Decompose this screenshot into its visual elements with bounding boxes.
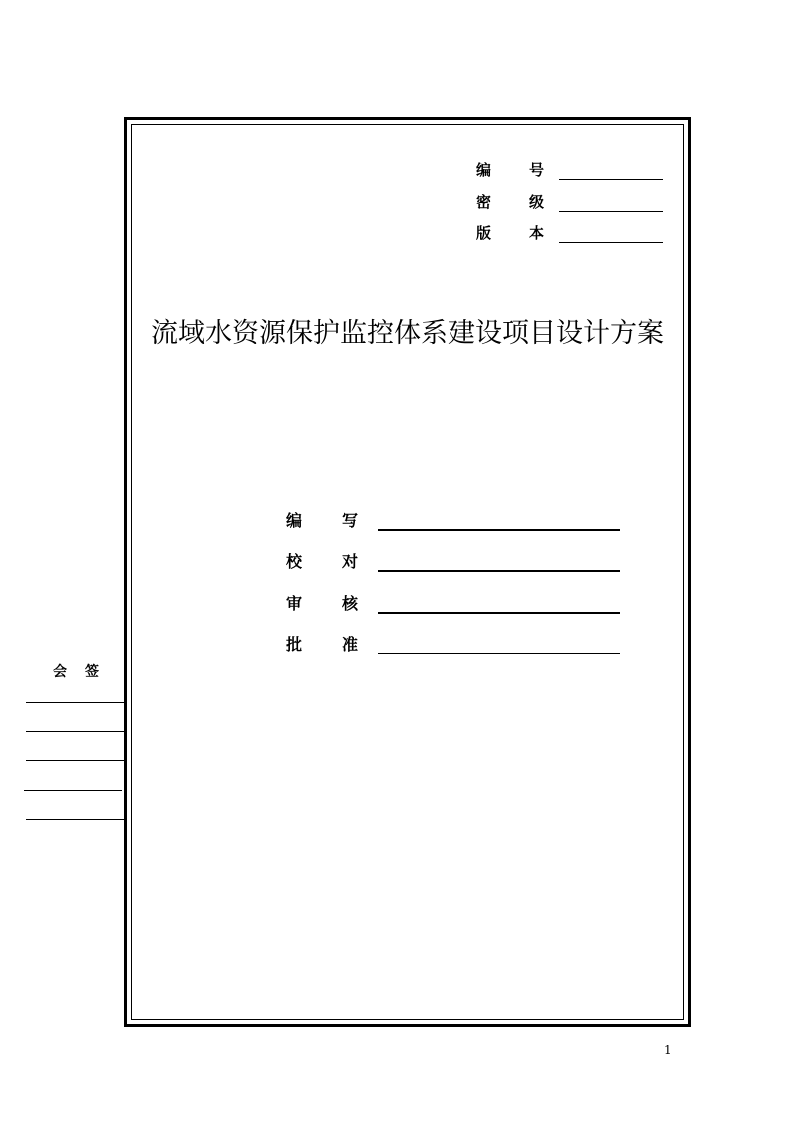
- proofreader-label: 校 对: [286, 552, 358, 571]
- countersign-line-3[interactable]: [26, 760, 124, 761]
- version-field: [476, 223, 666, 243]
- security-level-field: [476, 192, 666, 212]
- approver-field: [286, 633, 626, 657]
- author-line[interactable]: [378, 529, 620, 531]
- author-label: 编 写: [286, 511, 358, 530]
- document-title: 流域水资源保护监控体系建设项目设计方案: [151, 318, 664, 349]
- approver-label: 批 准: [286, 635, 358, 654]
- serial-number-line[interactable]: [559, 179, 663, 180]
- security-level-label: 密 级: [476, 193, 544, 211]
- serial-number-field: [476, 160, 666, 180]
- page-number: 1: [664, 1043, 672, 1057]
- security-level-line[interactable]: [559, 211, 663, 212]
- version-line[interactable]: [559, 242, 663, 243]
- version-label: 版 本: [476, 224, 544, 242]
- proofreader-field: [286, 550, 626, 574]
- reviewer-line[interactable]: [378, 612, 620, 614]
- reviewer-label: 审 核: [286, 594, 358, 613]
- countersign-line-2[interactable]: [26, 731, 124, 732]
- countersign-line-5[interactable]: [26, 819, 124, 820]
- countersign-line-4[interactable]: [24, 790, 122, 791]
- proofreader-line[interactable]: [378, 570, 620, 572]
- countersign-label: 会 签: [53, 664, 99, 680]
- countersign-line-1[interactable]: [26, 702, 124, 703]
- author-field: [286, 509, 626, 533]
- approver-line[interactable]: [378, 653, 620, 654]
- reviewer-field: [286, 592, 626, 616]
- serial-number-label: 编 号: [476, 161, 544, 179]
